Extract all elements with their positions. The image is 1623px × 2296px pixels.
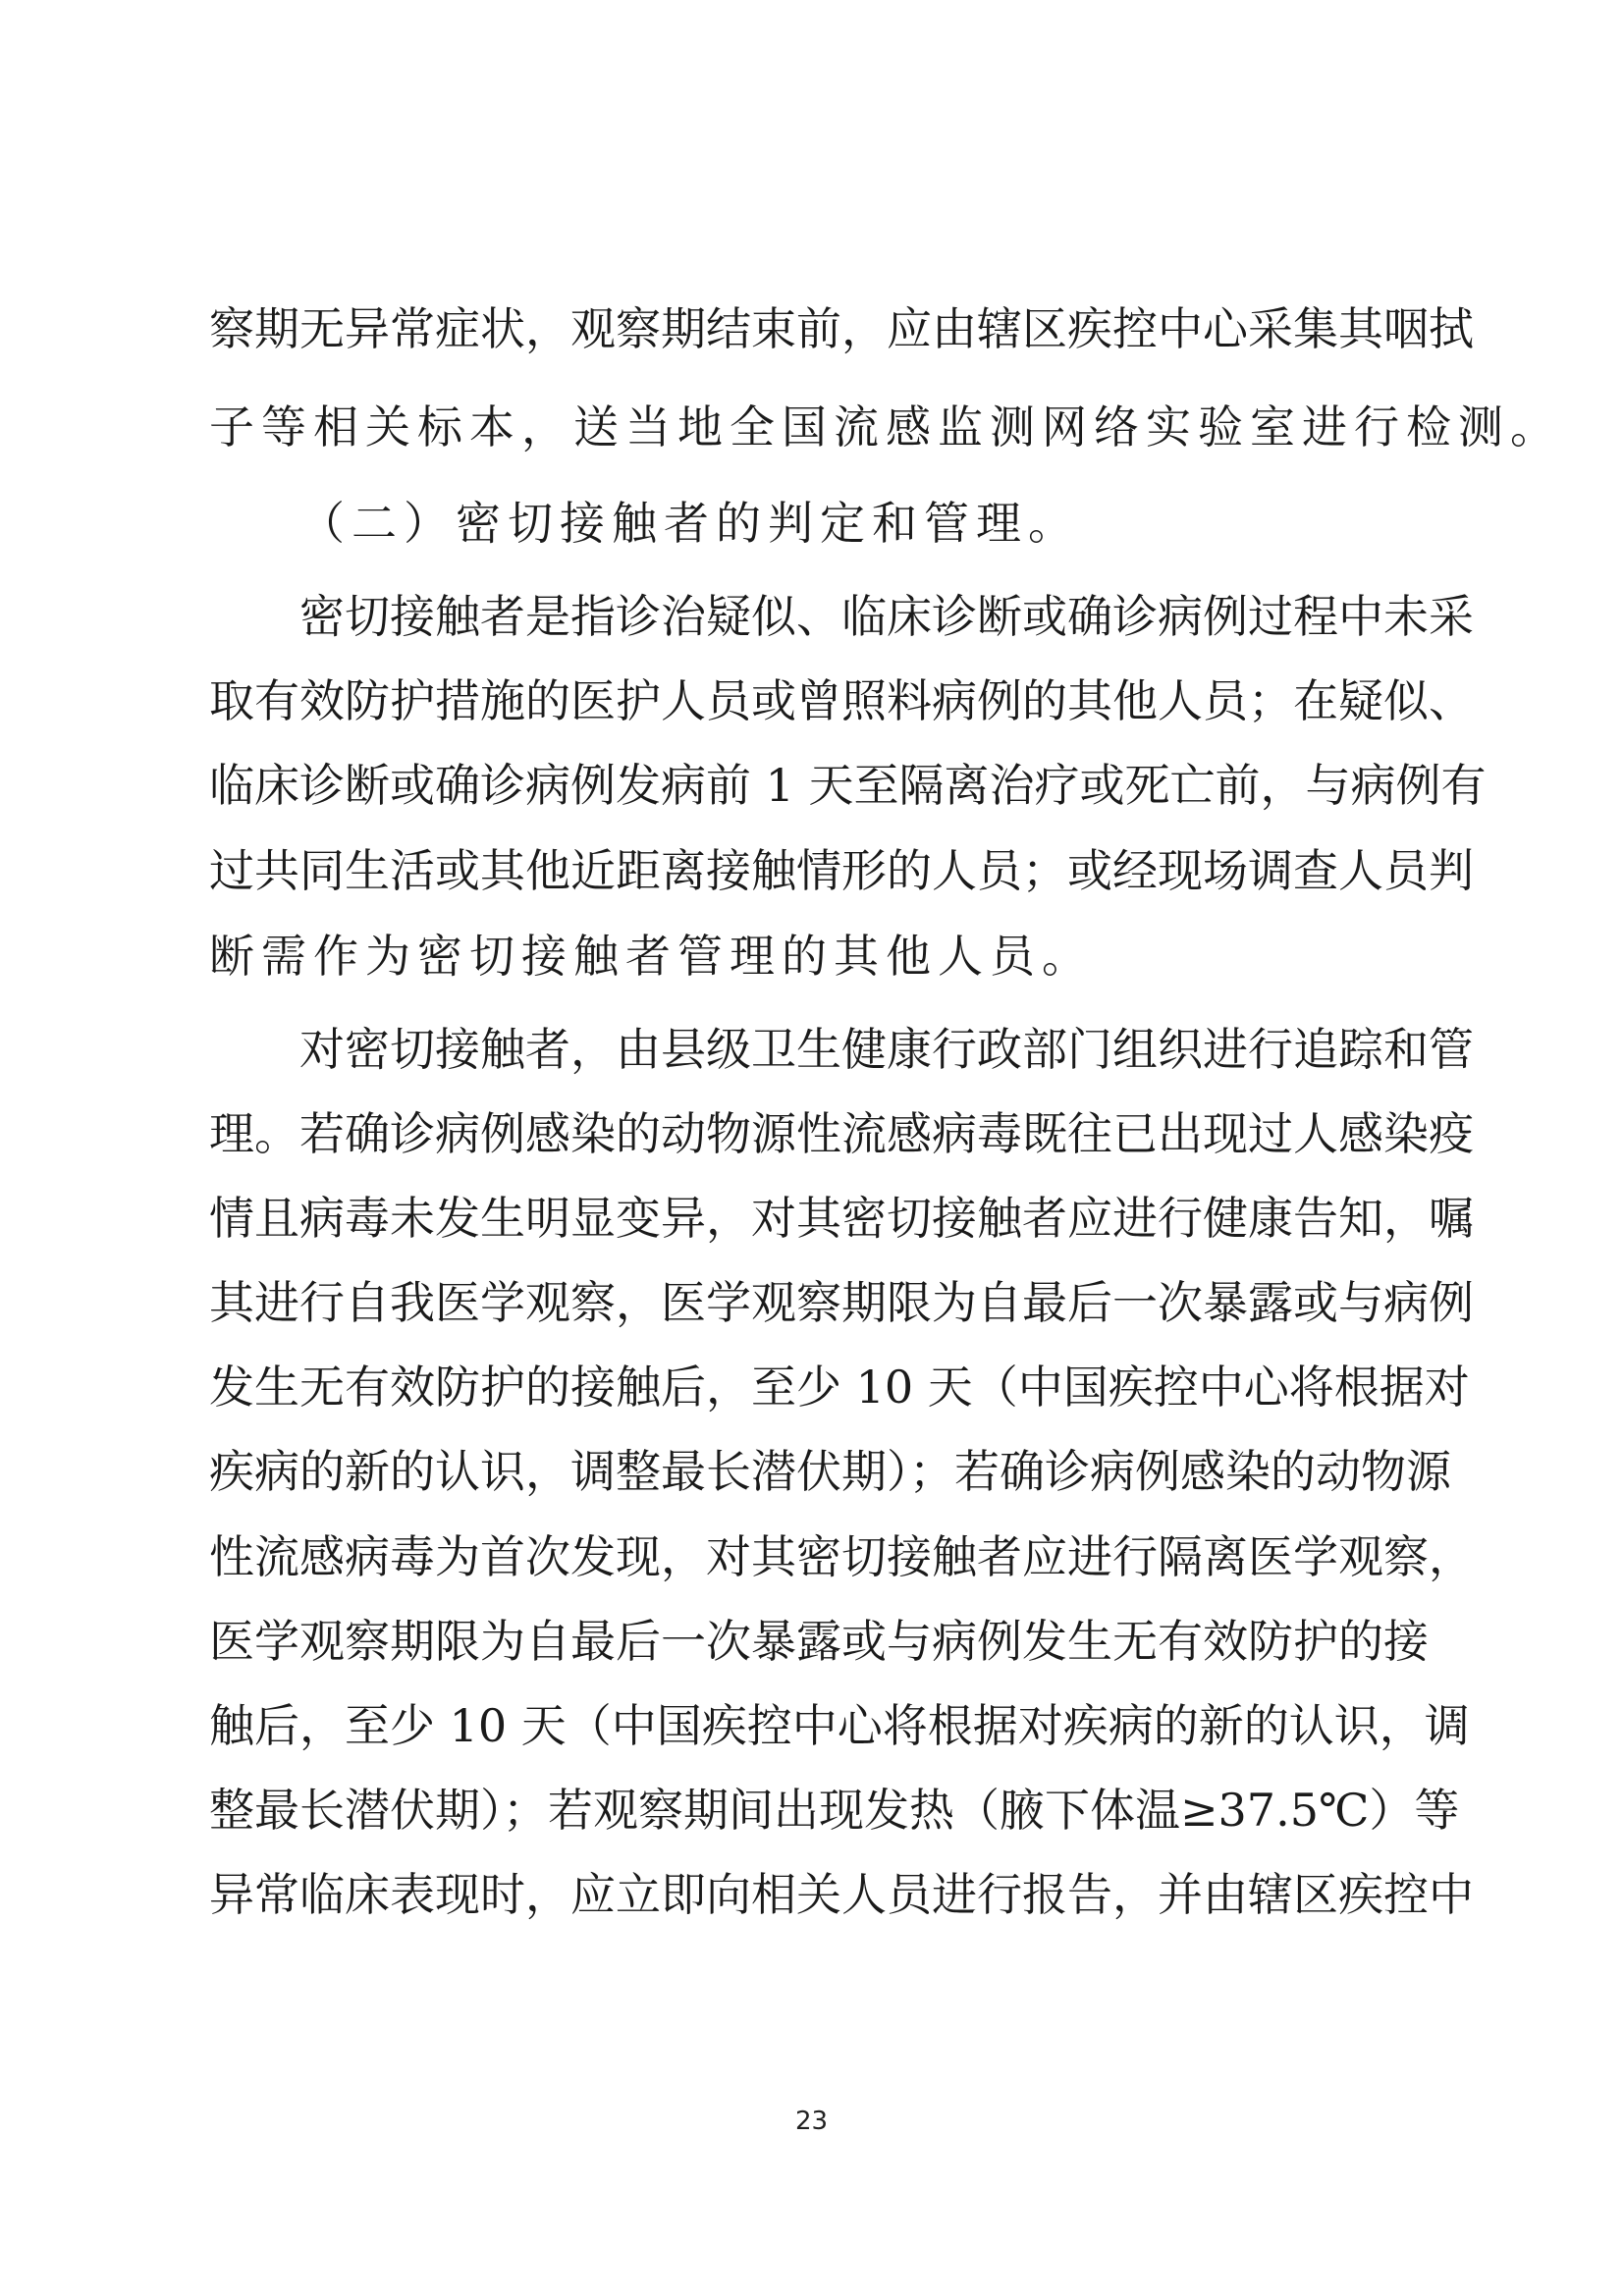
- text-line: 断需作为密切接触者管理的其他人员。: [209, 930, 1094, 983]
- text-line: 理。若确诊病例感染的动物源性流感病毒既往已出现过人感染疫: [209, 1107, 1474, 1160]
- text-line: 情且病毒未发生明显变异，对其密切接触者应进行健康告知，嘱: [209, 1192, 1474, 1245]
- text-line: 察期无异常症状，观察期结束前，应由辖区疾控中心采集其咽拭: [209, 302, 1474, 355]
- text-line: 其进行自我医学观察，医学观察期限为自最后一次暴露或与病例: [209, 1276, 1474, 1329]
- text-line: 性流感病毒为首次发现，对其密切接触者应进行隔离医学观察，: [209, 1530, 1474, 1583]
- section-heading: （二）密切接触者的判定和管理。: [299, 497, 1080, 550]
- text-line: 临床诊断或确诊病例发病前 1 天至隔离治疗或死亡前，与病例有: [209, 759, 1487, 812]
- text-line: 医学观察期限为自最后一次暴露或与病例发生无有效防护的接: [209, 1615, 1429, 1668]
- text-line: 密切接触者是指诊治疑似、临床诊断或确诊病例过程中未采: [299, 590, 1474, 643]
- text-line: 子等相关标本，送当地全国流感监测网络实验室进行检测。: [209, 400, 1562, 454]
- text-line: 整最长潜伏期）；若观察期间出现发热（腋下体温≥37.5℃）等: [209, 1784, 1460, 1837]
- text-line: 疾病的新的认识，调整最长潜伏期）；若确诊病例感染的动物源: [209, 1445, 1451, 1498]
- text-line: 触后，至少 10 天（中国疾控中心将根据对疾病的新的认识，调: [209, 1699, 1470, 1752]
- text-line: 过共同生活或其他近距离接触情形的人员；或经现场调查人员判: [209, 844, 1474, 897]
- text-line: 发生无有效防护的接触后，至少 10 天（中国疾控中心将根据对: [209, 1361, 1470, 1414]
- text-line: 异常临床表现时，应立即向相关人员进行报告，并由辖区疾控中: [209, 1868, 1474, 1921]
- text-line: 对密切接触者，由县级卫生健康行政部门组织进行追踪和管: [299, 1023, 1474, 1076]
- page-number: 23: [794, 2107, 829, 2136]
- text-line: 取有效防护措施的医护人员或曾照料病例的其他人员；在疑似、: [209, 674, 1474, 727]
